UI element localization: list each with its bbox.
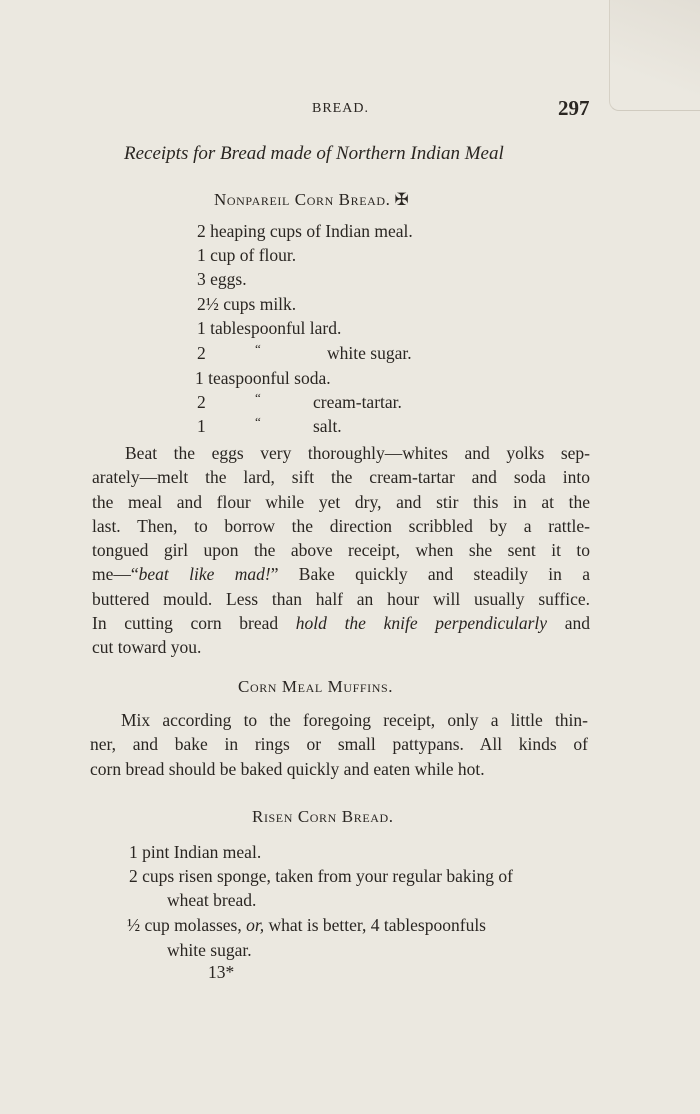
ingredient-line: 2 heaping cups of Indian meal. — [197, 221, 413, 241]
italic-quote: beat like mad! — [138, 564, 271, 585]
signature-mark: 13* — [208, 962, 235, 982]
ingredient-line — [197, 414, 457, 438]
ingredient-qty: 1 — [197, 416, 206, 436]
italic-emphasis: or, — [246, 915, 265, 935]
italic-emphasis: hold the knife perpendicularly — [295, 613, 548, 634]
ingredient-line: 1 tablespoonful lard. — [197, 318, 342, 338]
text-fragment: ½ cup molasses, — [127, 915, 242, 935]
section-title: Receipts for Bread made of Northern Indian Meal — [124, 143, 504, 164]
text-line: last. Then, to borrow the direction scribbled by a rattle- — [92, 515, 590, 536]
running-title: BREAD. — [312, 101, 369, 116]
ingredient-line: wheat bread. — [167, 890, 257, 910]
ingredient-line: white sugar. — [167, 940, 252, 960]
text-line: ner, and bake in rings or small pattypans. All kinds of — [90, 734, 588, 755]
ingredient-line — [127, 913, 587, 937]
text-line: arately—melt the lard, sift the cream-tartar and soda into — [92, 467, 590, 488]
ingredient-qty: 2 — [197, 392, 206, 412]
ingredient-line: 1 cup of flour. — [197, 245, 297, 265]
text-line: corn bread should be baked quickly and eaten while hot. — [90, 758, 485, 779]
text-fragment: In cutting corn bread — [92, 613, 279, 634]
folded-corner — [609, 0, 700, 111]
text-line: tongued girl upon the above receipt, when she sent it to — [92, 540, 590, 561]
text-line — [92, 562, 590, 586]
text-line: Beat the eggs very thoroughly—whites and yolks sep- — [125, 443, 590, 463]
ditto-mark: “ — [255, 341, 261, 356]
ingredient-line: 2 cups risen sponge, taken from your regular baking of — [129, 866, 513, 886]
ditto-mark: “ — [255, 390, 261, 405]
recipe-directions-paragraph — [92, 441, 590, 660]
recipe-heading-nonpareil — [214, 190, 409, 210]
ingredient-line: 1 teaspoonful soda. — [195, 368, 331, 388]
text-fragment: what is better, 4 tablespoonfuls — [268, 915, 486, 935]
ingredient-item: white sugar. — [327, 343, 412, 363]
cross-mark-icon: ✠ — [394, 190, 410, 209]
ingredient-line — [197, 390, 457, 414]
text-fragment: ” Bake quickly and steadily in a — [270, 564, 590, 585]
ditto-mark: “ — [255, 414, 261, 429]
ingredient-item: cream-tartar. — [313, 392, 402, 412]
ingredient-line: 1 pint Indian meal. — [129, 842, 262, 862]
ingredient-line — [197, 341, 457, 365]
ingredient-line: 2½ cups milk. — [197, 294, 297, 314]
text-fragment: me—“ — [92, 564, 139, 585]
ingredient-qty: 2 — [197, 343, 206, 363]
ingredient-line: 3 eggs. — [197, 269, 247, 289]
text-line: Mix according to the foregoing receipt, only a little thin- — [121, 710, 588, 730]
text-line: the meal and flour while yet dry, and stir this in at the — [92, 491, 590, 512]
recipe-directions-paragraph — [90, 708, 588, 781]
text-line: buttered mould. Less than half an hour will usually suffice. — [92, 588, 590, 609]
running-head — [0, 96, 700, 126]
page-number: 297 — [558, 96, 590, 120]
text-line — [92, 611, 590, 635]
recipe-heading-risen: Risen Corn Bread. — [252, 807, 394, 826]
recipe-heading-text: Nonpareil Corn Bread. — [214, 190, 391, 209]
text-line: cut toward you. — [92, 637, 202, 658]
ingredient-item: salt. — [313, 416, 342, 436]
recipe-heading-muffins: Corn Meal Muffins. — [238, 677, 394, 696]
text-fragment: and — [564, 613, 591, 634]
